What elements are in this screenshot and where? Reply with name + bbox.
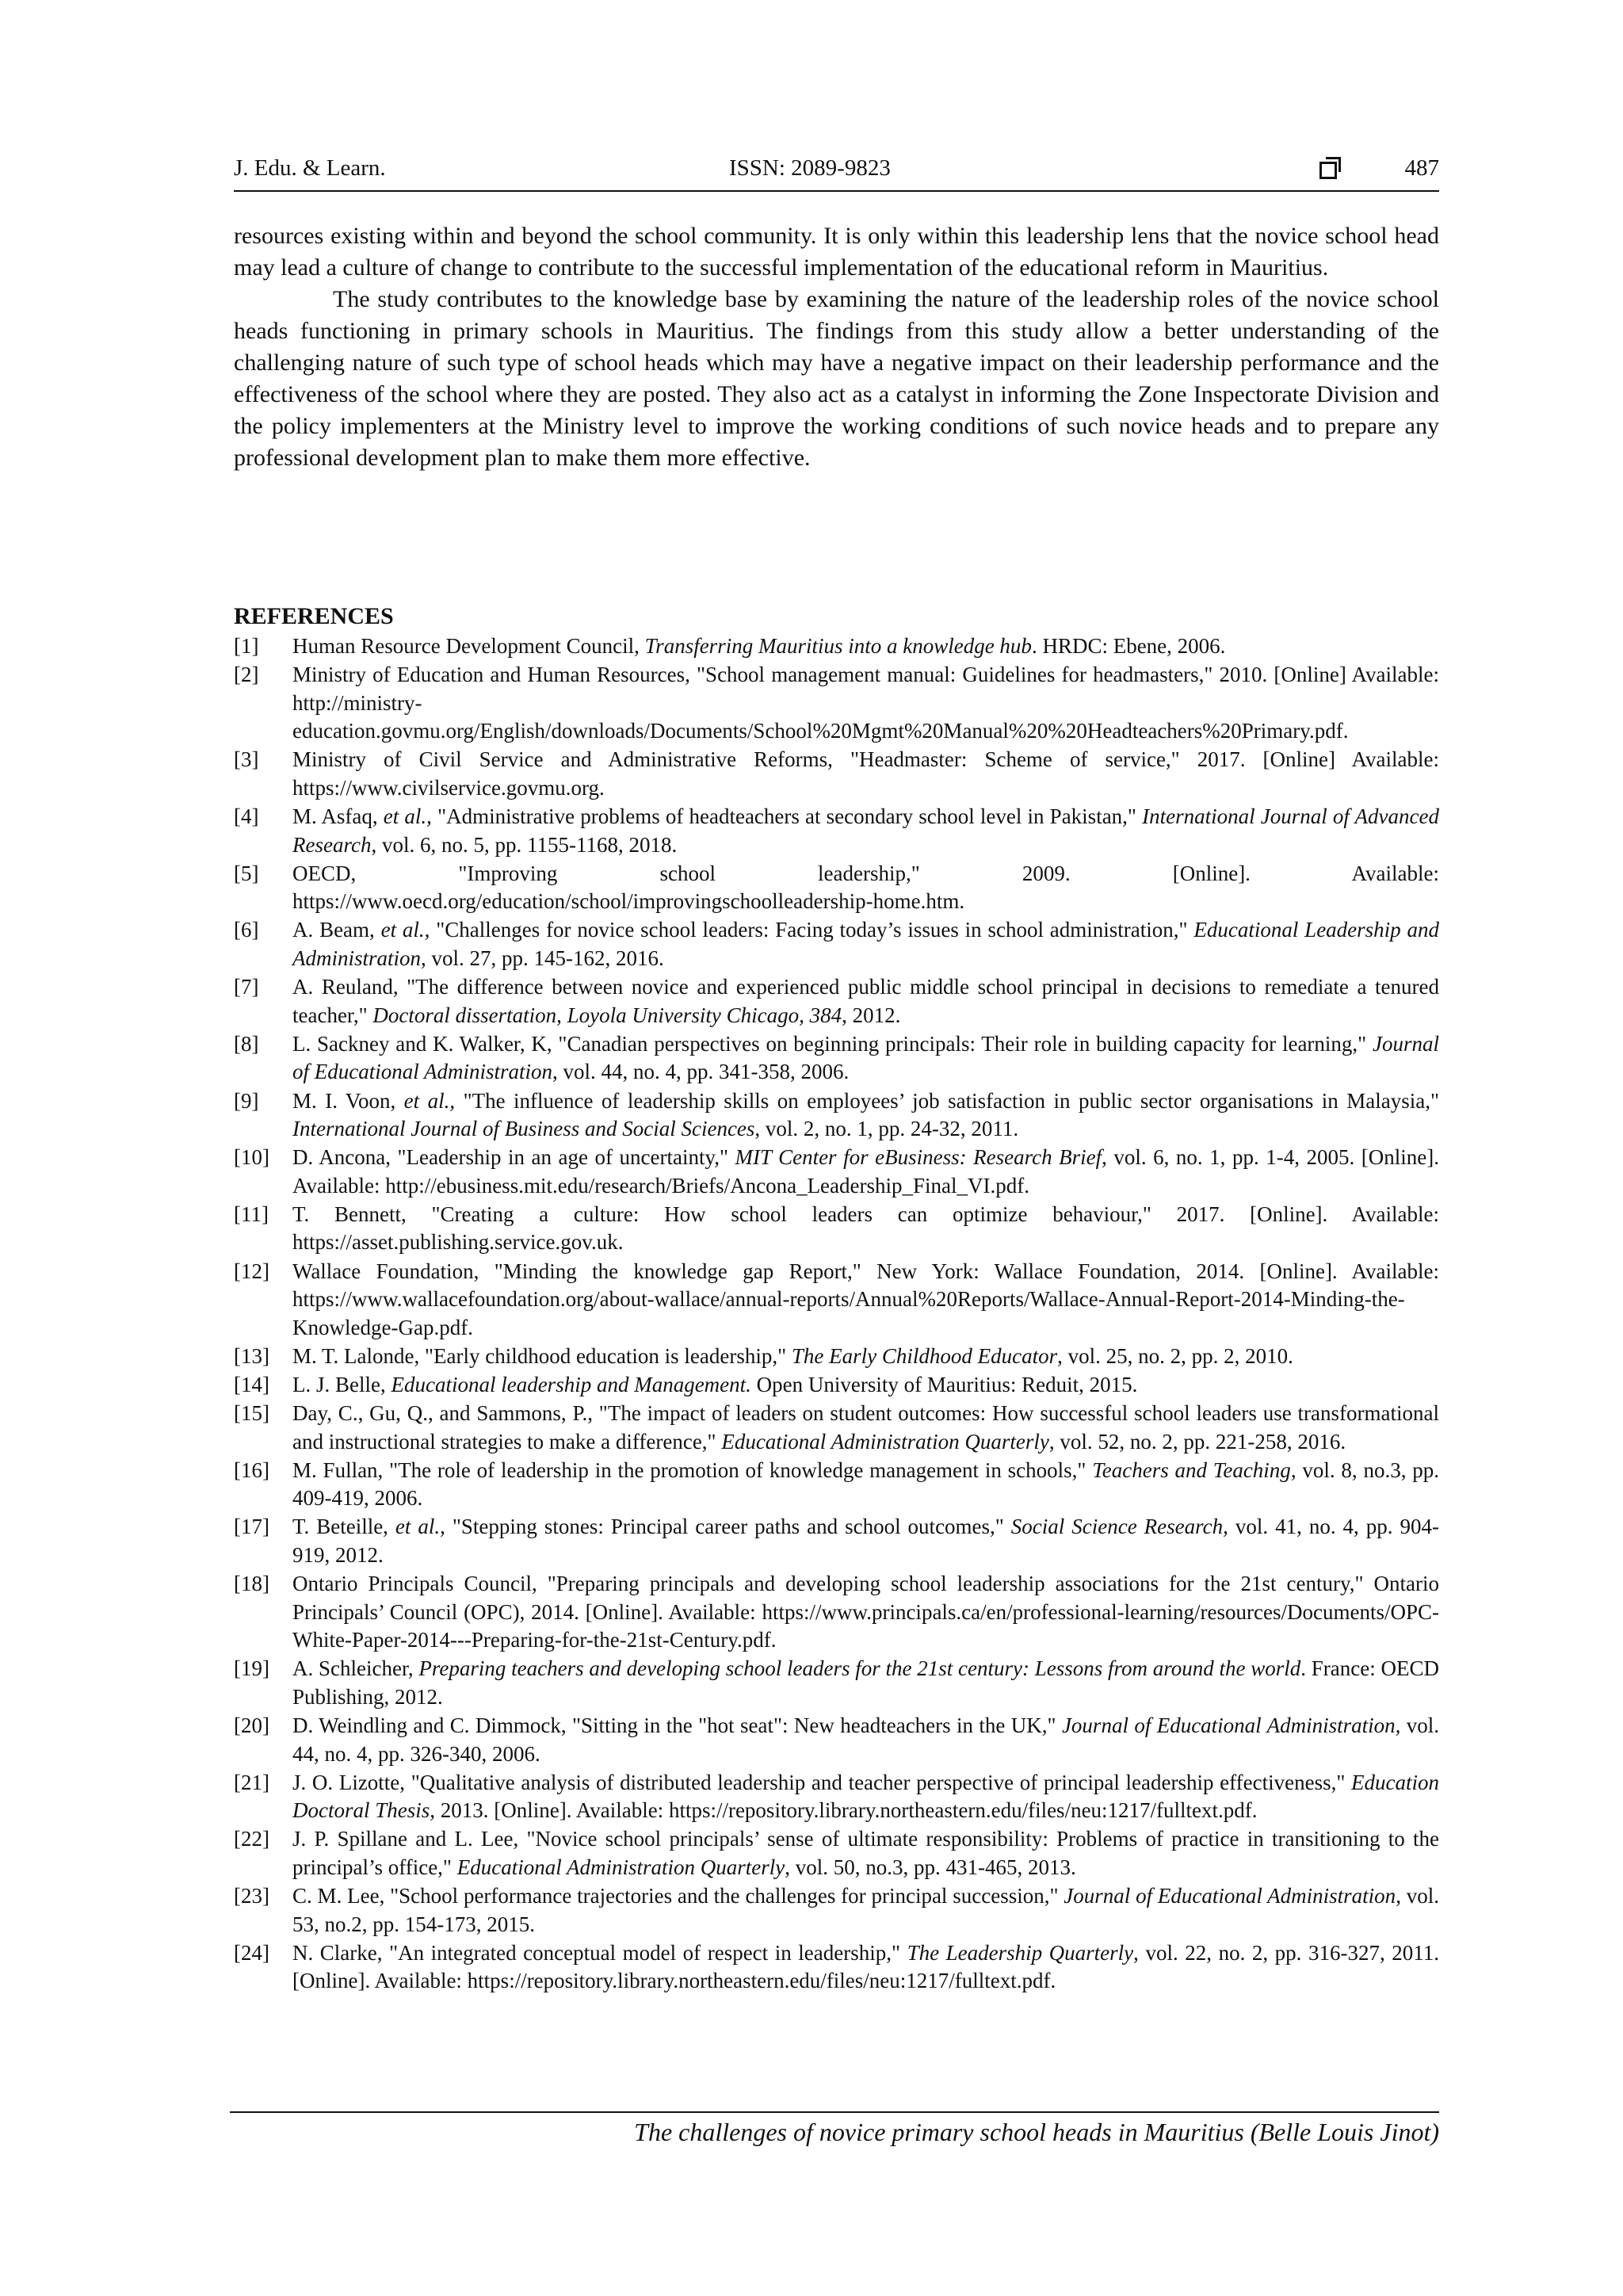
reference-number: [8] <box>234 1031 259 1056</box>
reference-item <box>234 916 1439 972</box>
reference-segment: D. Weindling and C. Dimmock, "Sitting in the "hot seat": New headteachers in the UK," <box>292 1713 1062 1738</box>
reference-segment: L. Sackney and K. Walker, K, "Canadian perspectives on beginning principals: Their role in building capacity for learning," <box>292 1031 1373 1056</box>
reference-segment: L. J. Belle, <box>292 1372 391 1396</box>
reference-item <box>234 746 1439 802</box>
issn: ISSN: 2089-9823 <box>729 155 891 181</box>
reference-text <box>292 1712 1439 1768</box>
reference-item <box>234 1513 1439 1569</box>
running-header <box>234 155 1439 190</box>
reference-text <box>292 1343 1439 1371</box>
reference-italic: et al., <box>403 1088 456 1113</box>
reference-segment: . France: OECD Publishing, 2012. <box>292 1656 1439 1709</box>
reference-item <box>234 1825 1439 1881</box>
reference-number: [15] <box>234 1401 269 1426</box>
reference-segment: Ministry of Civil Service and Administrative Reforms, "Headmaster: Scheme of service," 2017. [Online] Available: https://www.civilservice.govmu.org. <box>292 747 1439 800</box>
reference-number: [2] <box>234 663 259 687</box>
reference-segment: vol. 44, no. 4, pp. 326-340, 2006. <box>292 1713 1439 1766</box>
header-rule <box>234 190 1439 192</box>
reference-italic: Social Science Research, <box>1010 1515 1228 1539</box>
reference-text <box>292 1570 1439 1655</box>
reference-item <box>234 1570 1439 1655</box>
reference-number: [1] <box>234 634 259 658</box>
reference-number: [24] <box>234 1940 269 1965</box>
reference-number: [4] <box>234 804 259 829</box>
reference-item <box>234 1371 1439 1400</box>
reference-italic: Educational Leadership and Administration <box>292 918 1439 971</box>
reference-segment: , vol. 6, no. 5, pp. 1155-1168, 2018. <box>371 832 678 857</box>
footer-rule <box>230 2111 1439 2113</box>
reference-segment: D. Ancona, "Leadership in an age of uncertainty," <box>292 1145 735 1170</box>
reference-text <box>292 1769 1439 1825</box>
reference-item <box>234 1882 1439 1939</box>
reference-italic: Educational Administration Quarterly <box>456 1855 785 1880</box>
reference-number: [18] <box>234 1572 269 1596</box>
reference-number: [16] <box>234 1457 269 1482</box>
reference-segment: , vol. 22, no. 2, pp. 316-327, 2011. [Online]. Available: https://repository.library.northeastern.edu/files/neu:1217/fulltext.pdf. <box>292 1940 1440 1993</box>
reference-number: [21] <box>234 1770 269 1794</box>
reference-segment: Wallace Foundation, "Minding the knowledge gap Report," New York: Wallace Foundation, 2014. [Online]. Available: https://www.wallacefoundation.org/about-wallace/annual-reports/Annual%20Reports/Wallace-Annual-Report-2014-Minding-the-Knowledge-Gap.pdf. <box>292 1259 1439 1339</box>
reference-segment: N. Clarke, "An integrated conceptual model of respect in leadership," <box>292 1940 907 1965</box>
reference-item <box>234 1769 1439 1825</box>
reference-segment: Ontario Principals Council, "Preparing principals and developing school leadership associations for the 21st century," Ontario Principals’ Council (OPC), 2014. [Online]. Available: https://www.principals.ca/en/professional-learning/resources/Documents/OPC-White-Paper-2014---Preparing-for-the-21st-Century.pdf. <box>292 1572 1439 1652</box>
reference-item <box>234 1030 1439 1087</box>
reference-italic: MIT Center for eBusiness: Research Brief <box>735 1145 1102 1170</box>
reference-segment: M. Asfaq, <box>292 804 384 829</box>
reference-number: [3] <box>234 747 259 772</box>
reference-number: [14] <box>234 1372 269 1396</box>
reference-segment: "Challenges for novice school leaders: Facing today’s issues in school administration," <box>430 918 1194 942</box>
running-footer: The challenges of novice primary school heads in Mauritius (Belle Louis Jinot) <box>634 2118 1439 2146</box>
reference-italic: Doctoral dissertation, Loyola University Chicago, 384 <box>372 1003 842 1027</box>
reference-text <box>292 1939 1439 1996</box>
reference-text <box>292 1825 1439 1881</box>
reference-item <box>234 1258 1439 1343</box>
reference-item <box>234 1343 1439 1371</box>
reference-number: [13] <box>234 1343 269 1368</box>
reference-text <box>292 1144 1439 1200</box>
reference-segment: C. M. Lee, "School performance trajectories and the challenges for principal succession," <box>292 1884 1064 1908</box>
reference-italic: Preparing teachers and developing school leaders for the 21st century: Lessons from around the world <box>418 1656 1301 1681</box>
reference-italic: et al., <box>395 1515 445 1539</box>
references-list <box>234 632 1439 1996</box>
reference-italic: Teachers and Teaching <box>1092 1457 1291 1482</box>
reference-italic: Journal of Educational Administration, <box>1061 1713 1401 1738</box>
reference-text <box>292 1087 1439 1144</box>
reference-text <box>292 1513 1439 1569</box>
square-icon <box>1319 162 1337 179</box>
reference-segment: vol. 41, no. 4, pp. 904-919, 2012. <box>292 1515 1439 1567</box>
reference-segment: M. I. Voon, <box>292 1088 404 1113</box>
reference-item <box>234 1712 1439 1768</box>
reference-segment: "Stepping stones: Principal career paths and school outcomes," <box>445 1515 1011 1539</box>
reference-number: [22] <box>234 1827 269 1851</box>
reference-segment: , vol. 8, no.3, pp. 409-419, 2006. <box>292 1457 1439 1511</box>
reference-text <box>292 661 1439 746</box>
reference-segment: T. Beteille, <box>292 1515 395 1539</box>
journal-name: J. Edu. & Learn. <box>234 155 386 181</box>
body-text <box>234 220 1439 474</box>
reference-segment: Day, C., Gu, Q., and Sammons, P., "The impact of leaders on student outcomes: How successful school leaders use transformational and instructional strategies to make a difference," <box>292 1401 1439 1454</box>
reference-segment: , vol. 52, no. 2, pp. 221-258, 2016. <box>1048 1429 1346 1454</box>
reference-number: [11] <box>234 1201 269 1226</box>
reference-item <box>234 973 1439 1030</box>
reference-segment: Open University of Mauritius: Reduit, 2015. <box>750 1372 1138 1396</box>
reference-text <box>292 1457 1439 1513</box>
reference-segment: Human Resource Development Council, <box>292 634 645 658</box>
reference-text <box>292 1655 1439 1711</box>
reference-italic: Education Doctoral Thesis <box>292 1770 1439 1823</box>
reference-italic: Journal of Educational Administration <box>292 1031 1439 1084</box>
reference-number: [12] <box>234 1259 269 1283</box>
reference-item <box>234 1457 1439 1513</box>
reference-italic: The Leadership Quarterly <box>907 1940 1134 1965</box>
reference-item <box>234 1144 1439 1200</box>
reference-italic: Educational leadership and Management. <box>391 1372 751 1396</box>
reference-item <box>234 1400 1439 1456</box>
reference-text <box>292 1201 1439 1257</box>
reference-item <box>234 1939 1439 1996</box>
reference-number: [9] <box>234 1088 259 1113</box>
reference-italic: Educational Administration Quarterly <box>721 1429 1049 1454</box>
reference-number: [6] <box>234 918 259 942</box>
reference-text <box>292 632 1439 661</box>
reference-item <box>234 1655 1439 1711</box>
reference-segment: M. Fullan, "The role of leadership in the promotion of knowledge management in schools," <box>292 1457 1093 1482</box>
reference-segment: , 2013. [Online]. Available: https://repository.library.northeastern.edu/files/neu:1217/fulltext.pdf. <box>430 1798 1258 1823</box>
reference-italic: Transferring Mauritius into a knowledge hub <box>644 634 1032 658</box>
reference-segment: , vol. 44, no. 4, pp. 341-358, 2006. <box>552 1060 850 1084</box>
paragraph: resources existing within and beyond the school community. It is only within this leadership lens that the novice school head may lead a culture of change to contribute to the successful implementation of the educational reform in Mauritius. <box>234 223 1439 281</box>
references-heading: REFERENCES <box>234 603 394 629</box>
reference-number: [7] <box>234 975 259 999</box>
reference-item <box>234 632 1439 661</box>
reference-text <box>292 746 1439 802</box>
reference-segment: J. O. Lizotte, "Qualitative analysis of distributed leadership and teacher perspective of principal leadership effectiveness," <box>292 1770 1352 1794</box>
reference-italic: et al., <box>380 918 430 942</box>
reference-text <box>292 1400 1439 1456</box>
reference-segment: A. Schleicher, <box>292 1656 419 1681</box>
reference-number: [19] <box>234 1656 269 1681</box>
page-number: 487 <box>1404 155 1439 181</box>
reference-italic: International Journal of Business and Social Sciences <box>292 1117 755 1141</box>
reference-number: [20] <box>234 1713 269 1738</box>
reference-item <box>234 1087 1439 1144</box>
reference-italic: Journal of Educational Administration <box>1064 1884 1396 1908</box>
reference-segment: , vol. 50, no.3, pp. 431-465, 2013. <box>785 1855 1076 1880</box>
reference-item <box>234 661 1439 746</box>
reference-item <box>234 860 1439 916</box>
paragraph: The study contributes to the knowledge base by examining the nature of the leadership roles of the novice school heads functioning in primary schools in Mauritius. The findings from this study allow a better understanding of the challenging nature of such type of school heads which may have a negative impact on their leadership performance and the effectiveness of the school where they are posted. They also act as a catalyst in informing the Zone Inspectorate Division and the policy implementers at the Ministry level to improve the working conditions of such novice heads and to prepare any professional development plan to make them more effective. <box>234 286 1439 471</box>
reference-segment: , vol. 53, no.2, pp. 154-173, 2015. <box>292 1884 1439 1936</box>
reference-segment: T. Bennett, "Creating a culture: How school leaders can optimize behaviour," 2017. [Online]. Available: https://asset.publishing.service.gov.uk. <box>292 1201 1439 1255</box>
reference-italic: International Journal of Advanced Research <box>292 804 1439 857</box>
reference-segment: J. P. Spillane and L. Lee, "Novice school principals’ sense of ultimate responsibility: Problems of practice in transitioning to the principal’s office," <box>292 1827 1439 1880</box>
reference-segment: , vol. 27, pp. 145-162, 2016. <box>421 946 664 971</box>
reference-italic: The Early Childhood Educator <box>791 1343 1058 1368</box>
reference-segment: "Administrative problems of headteachers at secondary school level in Pakistan," <box>431 804 1143 829</box>
reference-item <box>234 1201 1439 1257</box>
reference-number: [17] <box>234 1515 269 1539</box>
reference-text <box>292 1258 1439 1343</box>
reference-text <box>292 916 1439 972</box>
reference-text <box>292 860 1439 916</box>
reference-segment: "The influence of leadership skills on employees’ job satisfaction in public sector organisations in Malaysia," <box>455 1088 1439 1113</box>
reference-text <box>292 1882 1439 1939</box>
reference-text <box>292 973 1439 1030</box>
reference-text <box>292 1371 1439 1400</box>
reference-segment: , vol. 25, no. 2, pp. 2, 2010. <box>1057 1343 1293 1368</box>
reference-segment: Ministry of Education and Human Resources, "School management manual: Guidelines for headmasters," 2010. [Online] Available: http://ministry-education.govmu.org/English/downloads/Documents/School%20Mgmt%20Manual%20%20Headteachers%20Primary.pdf. <box>292 663 1439 743</box>
reference-text <box>292 803 1439 859</box>
reference-text <box>292 1030 1439 1087</box>
reference-segment: , vol. 2, no. 1, pp. 24-32, 2011. <box>754 1117 1019 1141</box>
reference-segment: . HRDC: Ebene, 2006. <box>1031 634 1226 658</box>
reference-number: [10] <box>234 1145 269 1170</box>
reference-segment: , 2012. <box>842 1003 901 1027</box>
reference-segment: A. Beam, <box>292 918 381 942</box>
reference-segment: A. Reuland, "The difference between novice and experienced public middle school principal in decisions to remediate a tenured teacher," <box>292 975 1439 1027</box>
reference-italic: et al., <box>383 804 432 829</box>
reference-segment: OECD, "Improving school leadership," 2009. [Online]. Available: https://www.oecd.org/education/school/improvingschoolleadership-home.htm. <box>292 861 1439 914</box>
reference-item <box>234 803 1439 859</box>
reference-segment: M. T. Lalonde, "Early childhood education is leadership," <box>292 1343 792 1368</box>
reference-number: [5] <box>234 861 259 885</box>
reference-segment: , vol. 6, no. 1, pp. 1-4, 2005. [Online]. Available: http://ebusiness.mit.edu/research/Briefs/Ancona_Leadership_Final_VI.pdf. <box>292 1145 1439 1198</box>
reference-number: [23] <box>234 1884 269 1908</box>
